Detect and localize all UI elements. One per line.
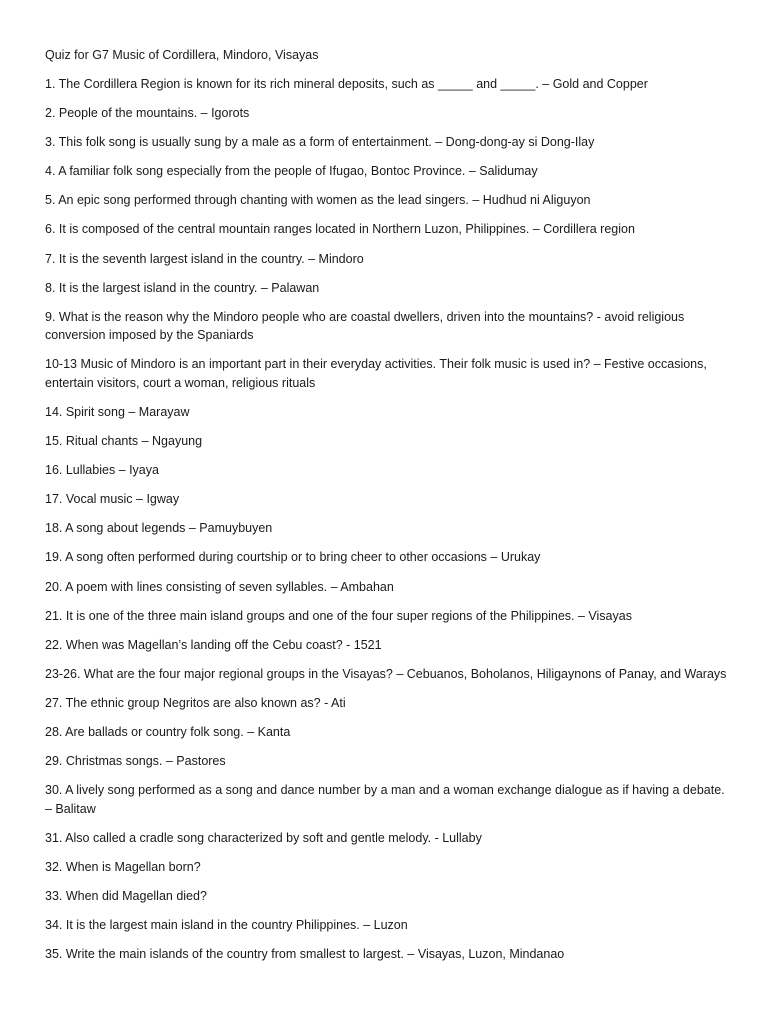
question-item: 33. When did Magellan died? [45,888,207,903]
question-item: 3. This folk song is usually sung by a male as a form of entertainment. – Dong-dong-ay si Dong-Ilay [45,135,595,150]
question-item: 34. It is the largest main island in the country Philippines. – Luzon [45,918,408,933]
question-item: 10-13 Music of Mindoro is an important part in their everyday activities. Their folk music is used in? – Festive occasions, entertain visitors, court a woman, religious rituals [45,357,707,390]
question-item: 1. The Cordillera Region is known for its rich mineral deposits, such as _____ and _____. – Gold and Copper [45,77,648,91]
question-item: 21. It is one of the three main island groups and one of the four super regions of the Philippines. – Visayas [45,608,632,623]
question-item: 15. Ritual chants – Ngayung [45,434,203,449]
question-item: 28. Are ballads or country folk song. – Kanta [45,724,291,739]
question-item: 5. An epic song performed through chanting with women as the lead singers. – Hudhud ni Aliguyon [45,193,591,208]
question-item: 8. It is the largest island in the country. – Palawan [45,280,320,295]
question-item: 35. Write the main islands of the country from smallest to largest. – Visayas, Luzon, Mindanao [45,947,565,962]
question-item: 29. Christmas songs. – Pastores [45,754,226,769]
question-item: 32. When is Magellan born? [45,859,201,874]
question-item: 17. Vocal music – Igway [45,492,180,507]
question-list [45,75,730,964]
question-item: 31. Also called a cradle song characterized by soft and gentle melody. - Lullaby [45,830,482,845]
document-title: Quiz for G7 Music of Cordillera, Mindoro, Visayas [45,48,319,62]
question-item: 18. A song about legends – Pamuybuyen [45,521,273,536]
question-item: 23-26. What are the four major regional groups in the Visayas? – Cebuanos, Boholanos, Hiligaynons of Panay, and Warays [45,666,727,681]
question-item: 16. Lullabies – Iyaya [45,463,159,478]
question-item: 6. It is composed of the central mountain ranges located in Northern Luzon, Philippines. – Cordillera region [45,222,635,237]
question-item: 20. A poem with lines consisting of seven syllables. – Ambahan [45,579,394,594]
question-item: 2. People of the mountains. – Igorots [45,106,250,121]
question-item: 22. When was Magellan’s landing off the Cebu coast? - 1521 [45,637,382,652]
question-item: 9. What is the reason why the Mindoro people who are coastal dwellers, driven into the mountains? - avoid religious conversion imposed by the Spaniards [45,309,685,343]
quiz-document [45,46,730,974]
question-item: 7. It is the seventh largest island in the country. – Mindoro [45,251,364,266]
question-item: 19. A song often performed during courtship or to bring cheer to other occasions – Urukay [45,550,541,565]
question-item: 30. A lively song performed as a song and dance number by a man and a woman exchange dialogue as if having a debate. – Balitaw [45,783,725,816]
question-item: 27. The ethnic group Negritos are also known as? - Ati [45,695,346,710]
question-item: 4. A familiar folk song especially from the people of Ifugao, Bontoc Province. – Salidumay [45,164,538,179]
question-item: 14. Spirit song – Marayaw [45,404,190,419]
